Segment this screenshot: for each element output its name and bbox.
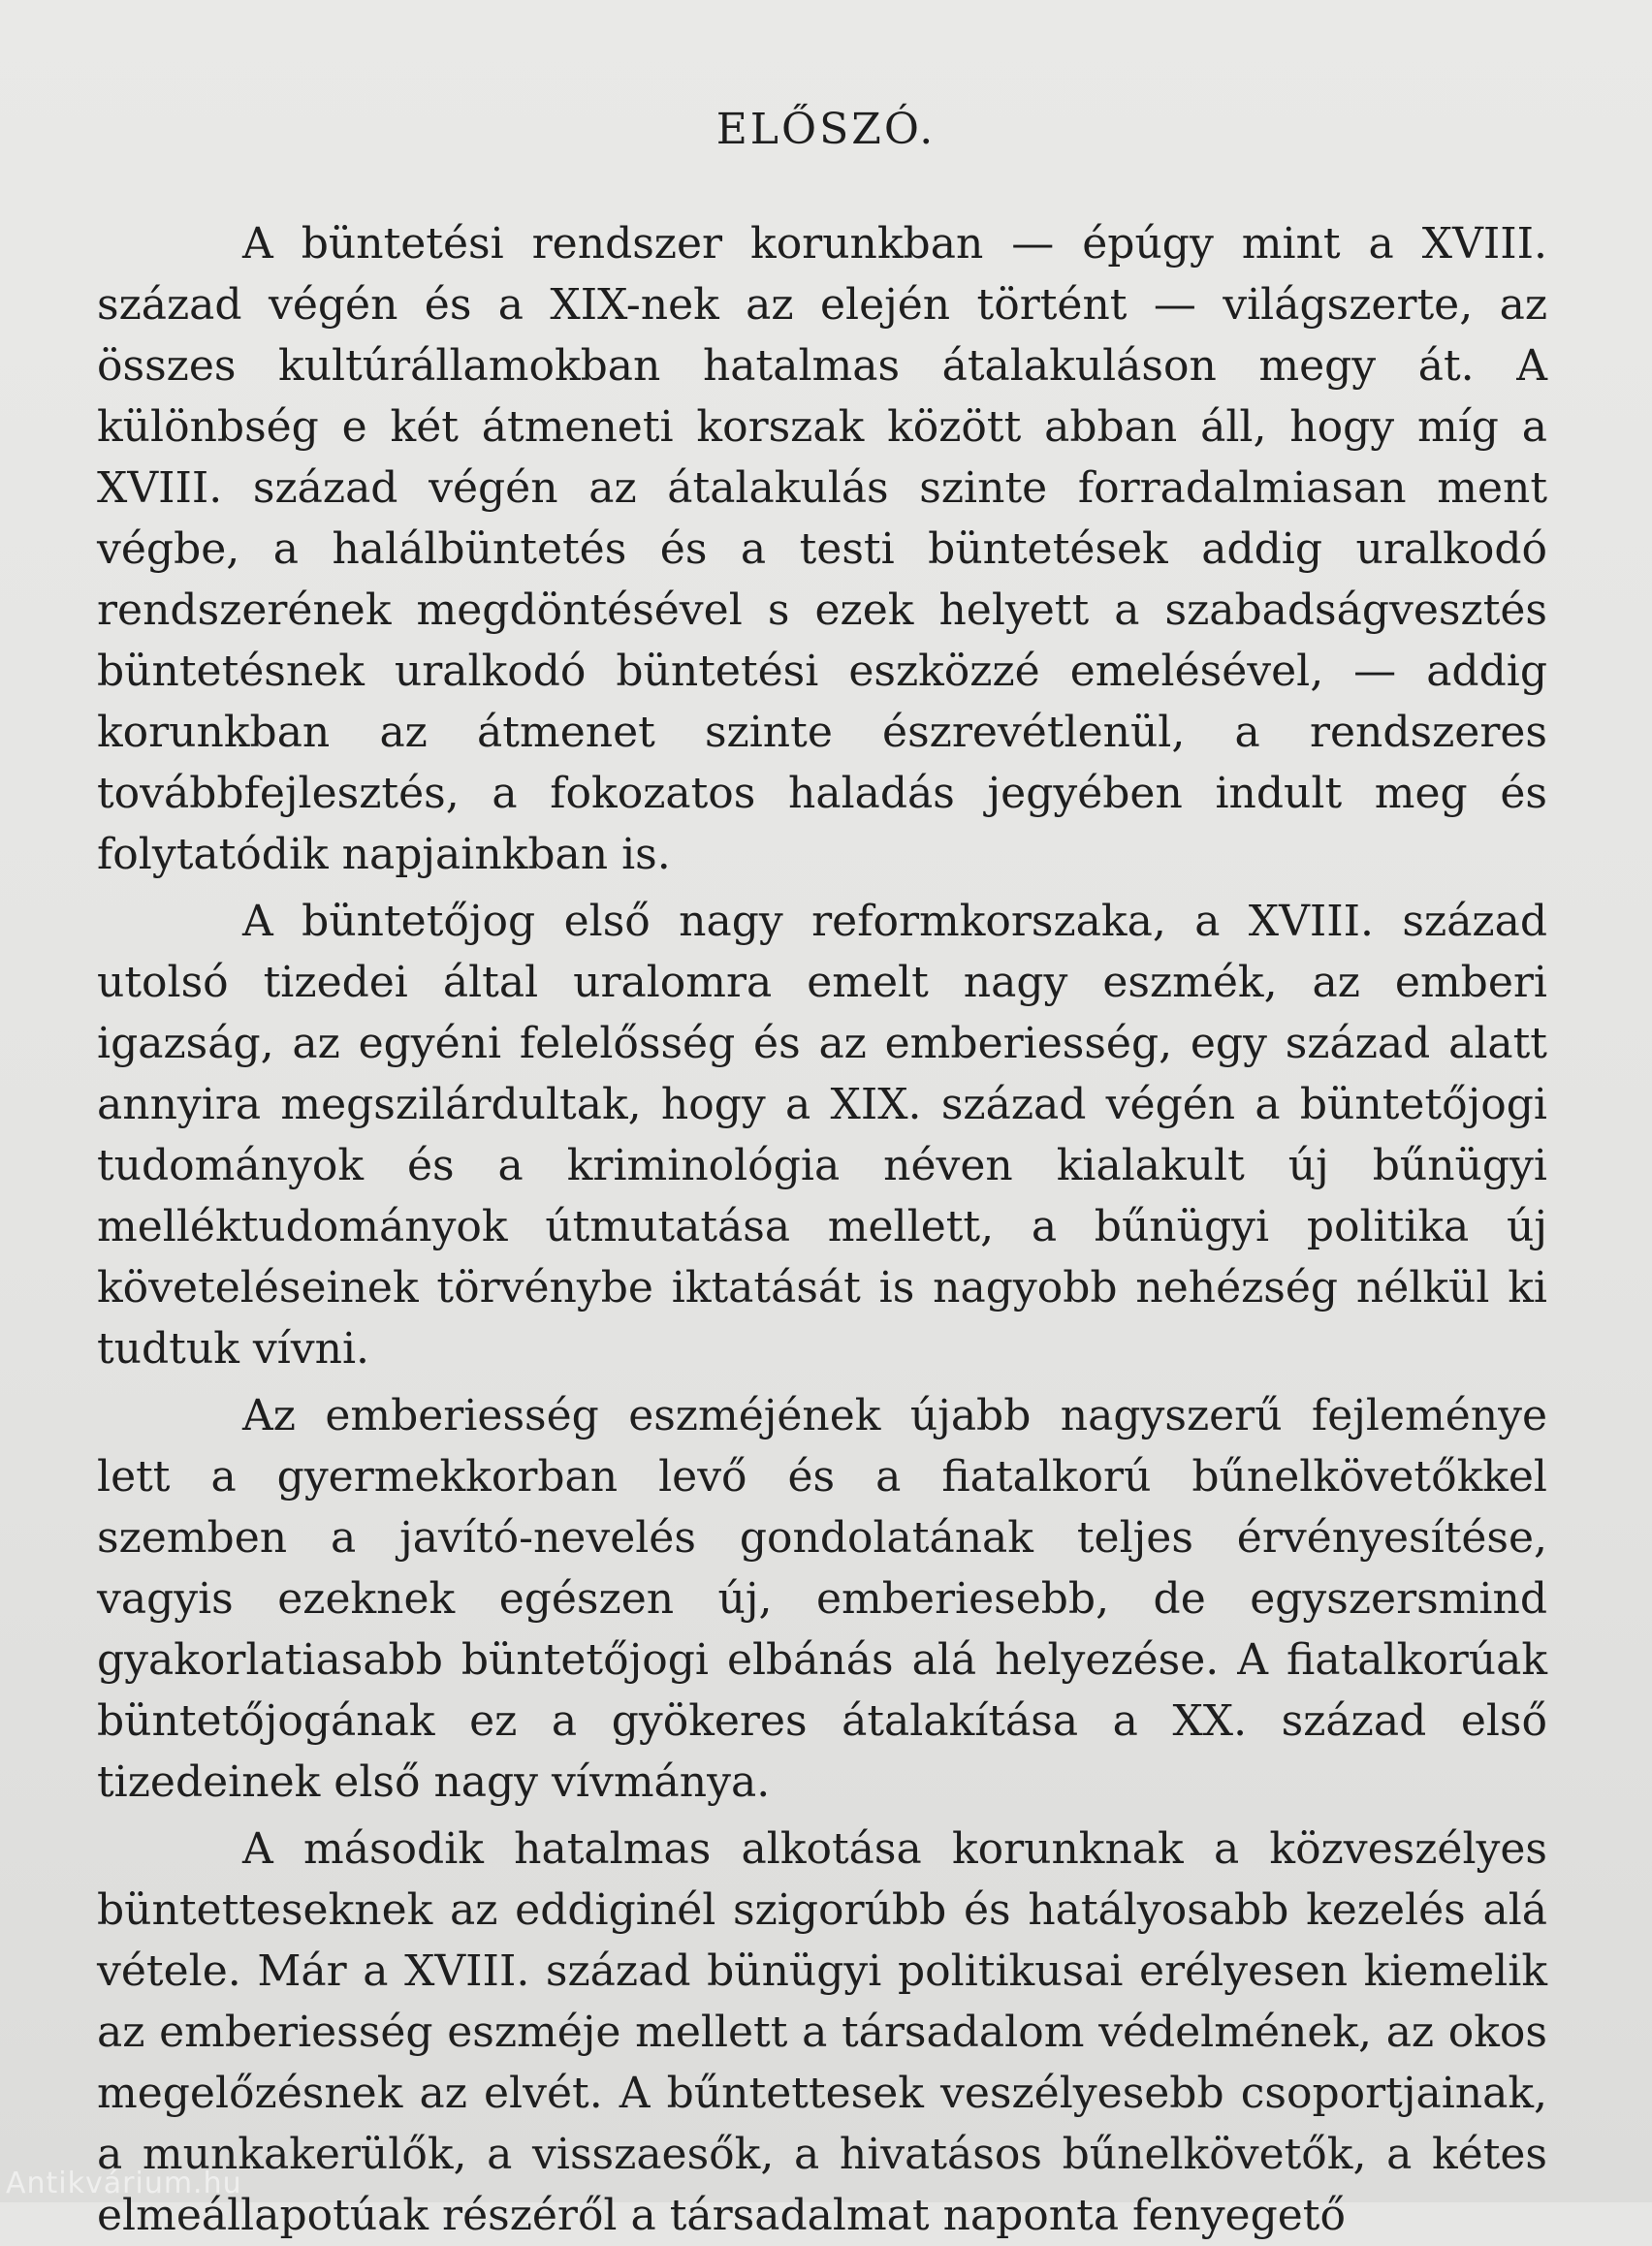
page-title: ELŐSZÓ. xyxy=(715,105,937,154)
paragraph-2: A büntetőjog első nagy reformkorszaka, a XVIII. század utolsó tizedei által uralomra emelt nagy eszmék, az emberi igazság, az egyéni felelősség és az emberiesség, egy század alatt annyira megszilárdultak, hogy a XIX. század végén a büntetőjogi tudományok és a kriminológia néven kialakult új bűnügyi melléktudományok útmutatása mellett, a bűnügyi politika új követeléseinek törvénybe iktatását is nagyobb nehézség nélkül ki tudtuk vívni. xyxy=(97,897,1547,1374)
paragraph-1: A büntetési rendszer korunkban — épúgy mint a XVIII. század végén és a XIX-nek az elején történt — világszerte, az összes kultúrállamokban hatalmas átalakuláson megy át. A különbség e két átmeneti korszak között abban áll, hogy míg a XVIII. század végén az átalakulás szinte forradalmiasan ment végbe, a halálbüntetés és a testi büntetések addig uralkodó rendszerének megdöntésével s ezek helyett a szabadságvesztés büntetésnek uralkodó büntetési eszközzé emelésével, — addig korunkban az átmenet szinte észrevétlenül, a rendszeres továbbfejlesztés, a fokozatos haladás jegyében indult meg és folytatódik napjainkban is. xyxy=(97,219,1547,879)
paragraph-3: Az emberiesség eszméjének újabb nagyszerű fejleménye lett a gyermekkorban levő és a fiatalkorú bűnelkövetőkkel szemben a javító-nevelés gondolatának teljes érvényesítése, vagyis ezeknek egészen új, emberiesebb, de egyszersmind gyakorlatiasabb büntetőjogi elbánás alá helyezése. A fiatalkorúak büntetőjogának ez a gyökeres átalakítása a XX. század első tizedeinek első nagy vívmánya. xyxy=(97,1391,1547,1807)
paragraph-4: A második hatalmas alkotása korunknak a közveszélyes büntetteseknek az eddiginél szigorúbb és hatályosabb kezelés alá vétele. Már a XVIII. század bünügyi politikusai erélyesen kiemelik az emberiesség eszméje mellett a társadalom védelmének, az okos megelőzésnek az elvét. A bűntettesek veszélyesebb csoportjainak, a munkakerülők, a visszaesők, a hivatásos bűnelkövetők, a kétes elmeállapotúak részéről a társadalmat naponta fenyegető xyxy=(97,1824,1547,2240)
body-text xyxy=(97,213,1547,2246)
watermark: Antikvárium.hu xyxy=(6,2167,242,2200)
